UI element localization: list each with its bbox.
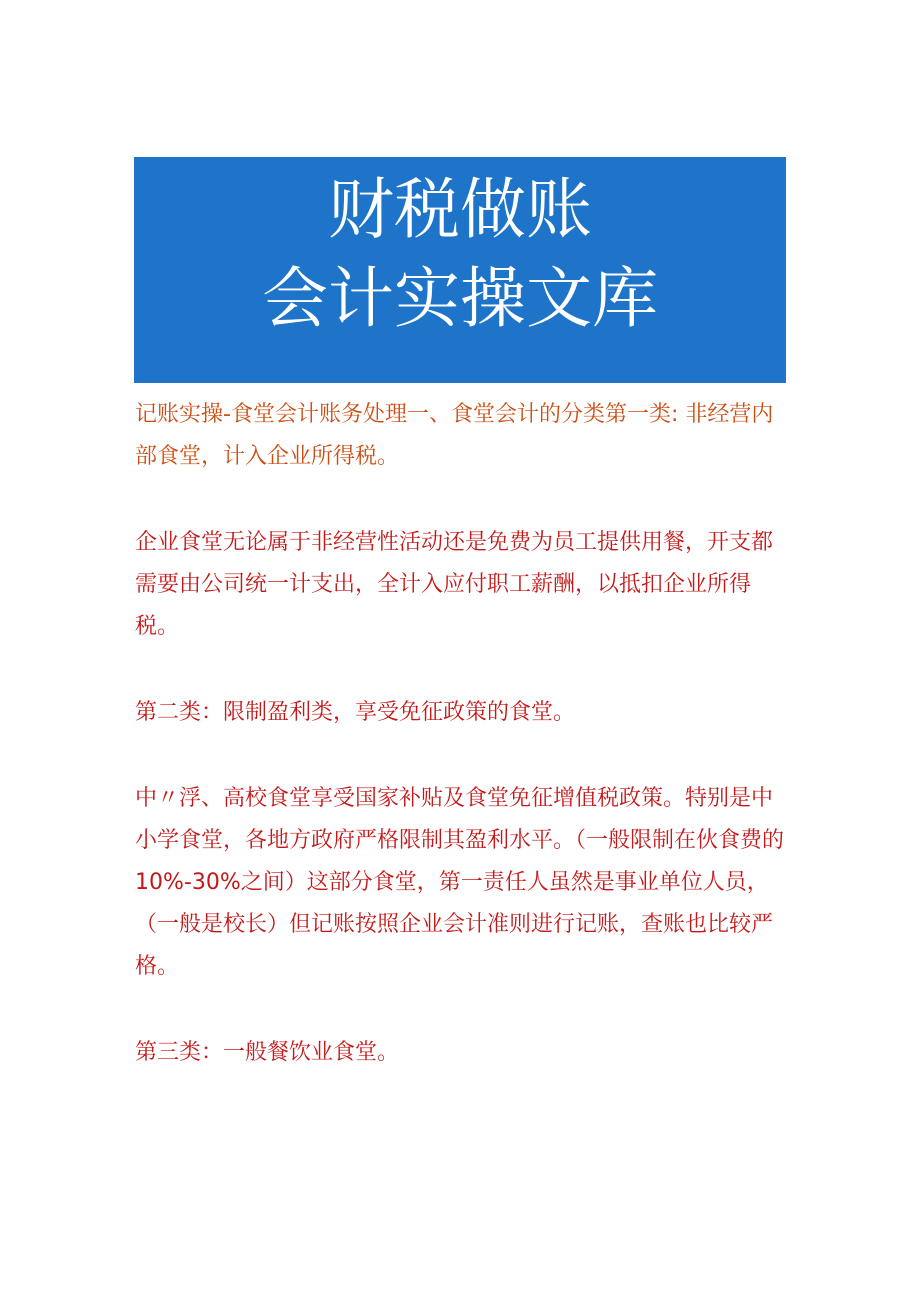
paragraph-category-2-heading: 第二类：限制盈利类，享受免征政策的食堂。 [135, 700, 576, 725]
banner-title-line-1: 财税做账 [328, 171, 592, 248]
banner-title-line-2: 会计实操文库 [262, 260, 658, 337]
article-body [135, 394, 787, 1074]
paragraph-category-3-heading: 第三类：一般餐饮业食堂。 [135, 1040, 400, 1065]
paragraph-intro: 记账实操-食堂会计账务处理一、食堂会计的分类第一类: 非经营内部食堂，计入企业所得税。 [135, 402, 774, 469]
paragraph-category-2-detail: 中〃浮、高校食堂享受国家补贴及食堂免征增值税政策。特别是中小学食堂，各地方政府严格限制其盈利水平。（一般限制在伙食费的10%-30%之间）这部分食堂，第一责任人虽然是事业单位人员，（一般是校长）但记账按照企业会计准则进行记账，查账也比较严格。 [135, 786, 785, 979]
paragraph-category-1-detail: 企业食堂无论属于非经营性活动还是免费为员工提供用餐，开支都需要由公司统一计支出，全计入应付职工薪酬，以抵扣企业所得税。 [135, 530, 774, 639]
title-banner [134, 157, 786, 383]
